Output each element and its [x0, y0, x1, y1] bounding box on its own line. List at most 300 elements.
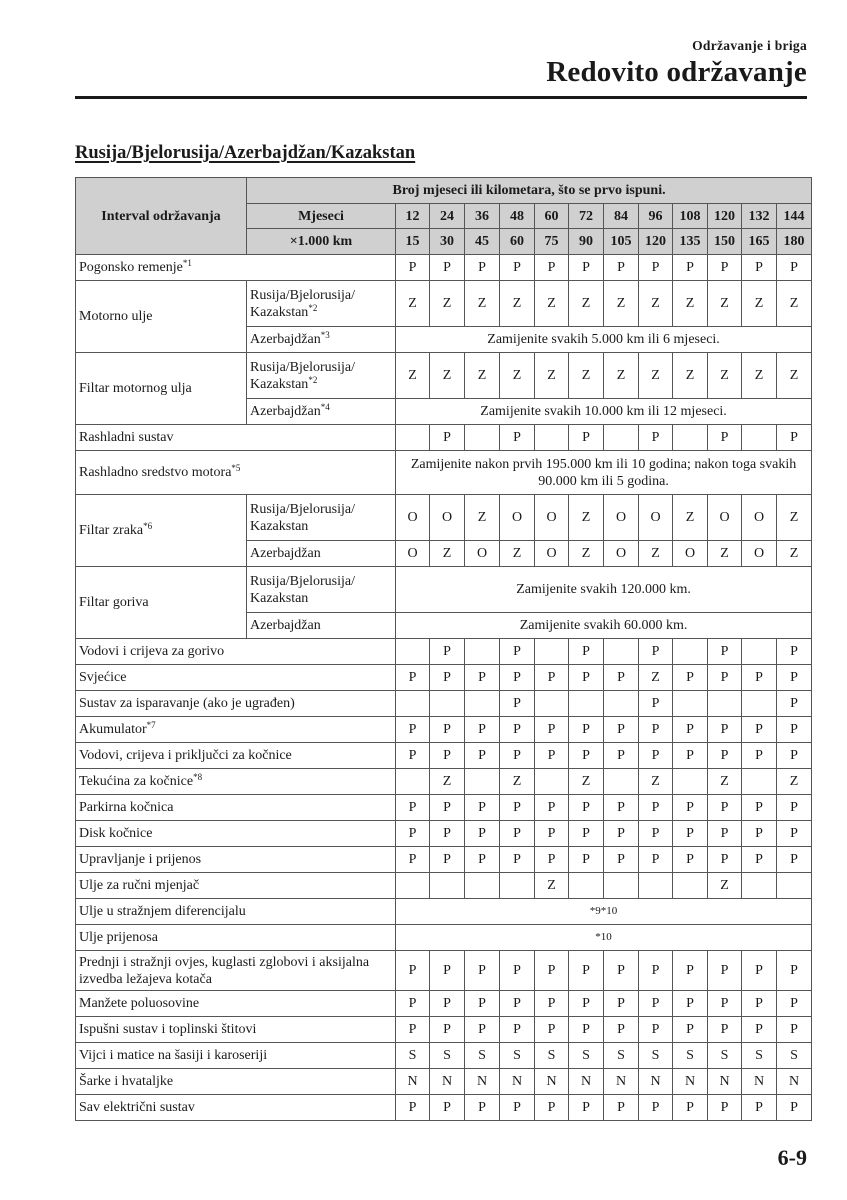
schedule-cell: P [604, 991, 639, 1017]
schedule-cell: P [708, 951, 742, 991]
row-label-text: Ulje za ručni mjenjač [79, 878, 200, 893]
footnote-ref: *2 [308, 374, 318, 385]
schedule-cell: Z [569, 495, 604, 541]
schedule-cell: P [673, 665, 708, 691]
month-header: 60 [535, 204, 569, 229]
schedule-cell: P [742, 795, 777, 821]
row-label-text: Rashladno sredstvo motora [79, 465, 232, 480]
row-label-text: Azerbajdžan [250, 332, 321, 347]
schedule-cell: P [396, 717, 430, 743]
schedule-cell [430, 691, 465, 717]
schedule-cell: Z [742, 281, 777, 327]
row-label-text: Parkirna kočnica [79, 800, 174, 815]
schedule-cell: P [396, 743, 430, 769]
row-label [76, 925, 396, 951]
schedule-cell: P [604, 951, 639, 991]
schedule-cell: P [742, 991, 777, 1017]
schedule-cell: Z [639, 769, 673, 795]
schedule-cell: P [396, 991, 430, 1017]
table-row [76, 255, 812, 281]
table-row [76, 665, 812, 691]
table-row [76, 281, 812, 327]
footnote-note: *10 [396, 925, 812, 951]
schedule-cell: Z [396, 353, 430, 399]
row-label-text: Filtar motornog ulja [79, 381, 192, 396]
month-header: 36 [465, 204, 500, 229]
schedule-cell: Z [430, 541, 465, 567]
schedule-cell: P [430, 795, 465, 821]
schedule-cell: P [777, 795, 812, 821]
schedule-cell: P [569, 743, 604, 769]
schedule-cell: Z [430, 353, 465, 399]
schedule-cell [673, 691, 708, 717]
schedule-cell: P [430, 951, 465, 991]
schedule-cell: S [708, 1043, 742, 1069]
schedule-cell: O [639, 495, 673, 541]
schedule-cell: Z [396, 281, 430, 327]
schedule-cell: P [639, 639, 673, 665]
schedule-cell: P [604, 847, 639, 873]
schedule-cell: O [742, 541, 777, 567]
table-row [76, 769, 812, 795]
schedule-cell: Z [430, 281, 465, 327]
schedule-cell: O [742, 495, 777, 541]
schedule-cell: Z [708, 353, 742, 399]
schedule-cell [396, 873, 430, 899]
schedule-cell: P [430, 743, 465, 769]
schedule-cell: Z [708, 873, 742, 899]
schedule-cell [604, 769, 639, 795]
months-label: Mjeseci [247, 204, 396, 229]
schedule-cell: P [535, 991, 569, 1017]
schedule-cell: N [639, 1069, 673, 1095]
schedule-cell: P [430, 717, 465, 743]
schedule-cell: P [639, 795, 673, 821]
table-row [76, 925, 812, 951]
row-label [76, 255, 396, 281]
schedule-cell: Z [639, 541, 673, 567]
schedule-cell: Z [777, 495, 812, 541]
schedule-cell: P [639, 425, 673, 451]
schedule-cell [742, 425, 777, 451]
schedule-cell: P [500, 425, 535, 451]
schedule-cell: P [430, 425, 465, 451]
schedule-cell [604, 639, 639, 665]
schedule-cell: P [777, 717, 812, 743]
schedule-cell: P [673, 255, 708, 281]
schedule-cell: O [535, 495, 569, 541]
schedule-cell: N [430, 1069, 465, 1095]
schedule-cell: P [569, 1095, 604, 1121]
schedule-cell: Z [708, 541, 742, 567]
schedule-cell [742, 639, 777, 665]
schedule-cell [673, 639, 708, 665]
schedule-cell: P [639, 717, 673, 743]
footnote-note: *9*10 [396, 899, 812, 925]
schedule-cell: P [777, 743, 812, 769]
schedule-cell: P [604, 255, 639, 281]
schedule-cell: P [708, 1095, 742, 1121]
schedule-cell [465, 639, 500, 665]
schedule-cell: P [569, 425, 604, 451]
schedule-cell: P [430, 665, 465, 691]
schedule-cell: O [708, 495, 742, 541]
schedule-cell: P [639, 743, 673, 769]
schedule-cell: P [708, 425, 742, 451]
row-label-text: Rusija/Bjelorusija/ Kazakstan [250, 501, 355, 534]
schedule-cell: P [465, 665, 500, 691]
schedule-cell: P [430, 991, 465, 1017]
km-header: 75 [535, 229, 569, 255]
schedule-cell: P [500, 821, 535, 847]
schedule-cell: P [777, 821, 812, 847]
schedule-cell: P [500, 691, 535, 717]
schedule-cell [465, 873, 500, 899]
schedule-cell: S [465, 1043, 500, 1069]
schedule-cell [742, 873, 777, 899]
schedule-cell: P [777, 665, 812, 691]
schedule-cell: P [708, 847, 742, 873]
schedule-cell [396, 769, 430, 795]
schedule-cell: P [777, 425, 812, 451]
schedule-cell: S [777, 1043, 812, 1069]
schedule-cell: Z [639, 353, 673, 399]
table-row [76, 425, 812, 451]
schedule-cell: S [535, 1043, 569, 1069]
schedule-cell: P [465, 255, 500, 281]
row-label-text: Vijci i matice na šasiji i karoseriji [79, 1048, 268, 1063]
schedule-cell: O [673, 541, 708, 567]
schedule-cell: P [500, 743, 535, 769]
schedule-cell [673, 873, 708, 899]
km-header: 105 [604, 229, 639, 255]
row-label-text: Vodovi i crijeva za gorivo [79, 644, 225, 659]
schedule-cell: P [430, 821, 465, 847]
schedule-cell: P [535, 717, 569, 743]
schedule-cell: N [569, 1069, 604, 1095]
span-text: Zamijenite svakih 5.000 km ili 6 mjeseci. [396, 327, 812, 353]
region-heading: Rusija/Bjelorusija/Azerbajdžan/Kazakstan [75, 143, 416, 163]
schedule-cell: P [673, 1095, 708, 1121]
table-row [76, 1069, 812, 1095]
schedule-cell: P [465, 795, 500, 821]
schedule-cell [639, 873, 673, 899]
schedule-cell: S [396, 1043, 430, 1069]
schedule-cell: Z [673, 281, 708, 327]
schedule-cell: S [639, 1043, 673, 1069]
footnote-ref: *7 [146, 720, 156, 730]
row-label [76, 495, 247, 567]
schedule-cell [396, 691, 430, 717]
schedule-cell: N [777, 1069, 812, 1095]
schedule-cell: P [465, 1017, 500, 1043]
schedule-cell: P [465, 951, 500, 991]
row-label [76, 847, 396, 873]
row-label-text: Ulje u stražnjem diferencijalu [79, 904, 246, 919]
schedule-cell: Z [777, 353, 812, 399]
schedule-cell: P [430, 639, 465, 665]
table-row [76, 353, 812, 399]
schedule-cell: O [535, 541, 569, 567]
schedule-cell: P [777, 1017, 812, 1043]
schedule-cell: P [535, 1095, 569, 1121]
schedule-cell: P [742, 1017, 777, 1043]
footnote-ref: *1 [182, 258, 192, 268]
month-header: 48 [500, 204, 535, 229]
schedule-cell [430, 873, 465, 899]
schedule-cell: P [742, 743, 777, 769]
schedule-cell: P [604, 743, 639, 769]
schedule-cell: P [639, 691, 673, 717]
schedule-cell: P [777, 639, 812, 665]
schedule-cell [500, 873, 535, 899]
schedule-cell: Z [708, 769, 742, 795]
schedule-cell: P [500, 991, 535, 1017]
schedule-cell: P [604, 795, 639, 821]
section-title: Održavanje i briga [692, 38, 807, 53]
schedule-cell [535, 769, 569, 795]
schedule-cell: P [742, 717, 777, 743]
row-label-text: Manžete poluosovine [79, 996, 200, 1011]
schedule-cell: P [604, 717, 639, 743]
table-row [76, 1095, 812, 1121]
schedule-cell: P [708, 255, 742, 281]
row-label [76, 899, 396, 925]
schedule-cell: O [604, 495, 639, 541]
footnote-ref: *2 [308, 302, 318, 313]
schedule-cell: P [742, 665, 777, 691]
table-row [76, 795, 812, 821]
schedule-cell: P [500, 717, 535, 743]
schedule-cell [604, 873, 639, 899]
schedule-cell: P [535, 255, 569, 281]
table-row [76, 873, 812, 899]
row-label [76, 873, 396, 899]
schedule-cell: P [396, 795, 430, 821]
schedule-cell [569, 691, 604, 717]
schedule-cell [742, 769, 777, 795]
month-header: 96 [639, 204, 673, 229]
row-label [76, 743, 396, 769]
schedule-cell: P [535, 951, 569, 991]
row-label-text: Šarke i hvataljke [79, 1074, 174, 1089]
schedule-cell: P [500, 951, 535, 991]
schedule-cell: P [500, 847, 535, 873]
schedule-cell: P [742, 1095, 777, 1121]
schedule-cell: N [673, 1069, 708, 1095]
schedule-cell: Z [465, 281, 500, 327]
schedule-cell: P [673, 795, 708, 821]
schedule-cell: Z [777, 541, 812, 567]
schedule-cell: P [500, 1017, 535, 1043]
schedule-cell [604, 425, 639, 451]
table-row [76, 991, 812, 1017]
schedule-cell: P [604, 1017, 639, 1043]
row-label-text: Upravljanje i prijenos [79, 852, 202, 867]
schedule-cell [777, 873, 812, 899]
schedule-cell: Z [639, 665, 673, 691]
schedule-cell: S [673, 1043, 708, 1069]
schedule-cell: P [569, 847, 604, 873]
month-header: 24 [430, 204, 465, 229]
schedule-cell: P [708, 991, 742, 1017]
schedule-cell: P [777, 255, 812, 281]
schedule-cell: P [465, 1095, 500, 1121]
schedule-cell: P [569, 639, 604, 665]
schedule-cell: P [396, 255, 430, 281]
row-label-text: Sustav za isparavanje (ako je ugrađen) [79, 696, 295, 711]
row-label [76, 451, 396, 495]
schedule-cell: P [430, 847, 465, 873]
schedule-cell: Z [569, 281, 604, 327]
row-label [76, 691, 396, 717]
schedule-cell: Z [500, 769, 535, 795]
schedule-cell: P [500, 639, 535, 665]
row-label-text: Azerbajdžan [250, 404, 321, 419]
schedule-cell: P [500, 255, 535, 281]
schedule-cell: P [396, 1017, 430, 1043]
schedule-cell: P [569, 821, 604, 847]
schedule-cell: P [396, 847, 430, 873]
schedule-cell: O [500, 495, 535, 541]
schedule-cell: S [569, 1043, 604, 1069]
schedule-cell: Z [465, 495, 500, 541]
row-label-text: Ispušni sustav i toplinski štitovi [79, 1022, 257, 1037]
schedule-cell: O [396, 541, 430, 567]
row-label [76, 1017, 396, 1043]
sub-label [247, 541, 396, 567]
schedule-cell: P [535, 847, 569, 873]
schedule-cell: P [430, 1017, 465, 1043]
schedule-cell: P [569, 991, 604, 1017]
schedule-cell: O [604, 541, 639, 567]
schedule-cell: P [465, 821, 500, 847]
row-label [76, 639, 396, 665]
schedule-cell: P [708, 717, 742, 743]
schedule-cell: P [569, 951, 604, 991]
month-header: 120 [708, 204, 742, 229]
schedule-cell: P [604, 665, 639, 691]
schedule-cell: P [673, 951, 708, 991]
schedule-cell: P [639, 991, 673, 1017]
schedule-cell: P [673, 743, 708, 769]
schedule-cell: P [673, 991, 708, 1017]
row-label [76, 281, 247, 353]
schedule-cell [535, 639, 569, 665]
km-header: 15 [396, 229, 430, 255]
footnote-ref: *8 [193, 772, 203, 782]
schedule-cell: Z [535, 873, 569, 899]
table-row [76, 691, 812, 717]
schedule-cell: P [569, 717, 604, 743]
month-header: 108 [673, 204, 708, 229]
schedule-cell: P [708, 821, 742, 847]
table-row [76, 743, 812, 769]
row-label-text: Azerbajdžan [250, 546, 321, 561]
month-header: 144 [777, 204, 812, 229]
schedule-cell: P [742, 951, 777, 991]
schedule-cell: P [777, 847, 812, 873]
schedule-cell: P [535, 1017, 569, 1043]
schedule-cell [673, 425, 708, 451]
schedule-cell: P [604, 821, 639, 847]
row-label [76, 567, 247, 639]
schedule-cell: P [639, 847, 673, 873]
schedule-cell: Z [708, 281, 742, 327]
row-label [76, 353, 247, 425]
schedule-cell [465, 425, 500, 451]
schedule-cell [465, 691, 500, 717]
schedule-cell: P [569, 255, 604, 281]
schedule-cell: P [673, 847, 708, 873]
schedule-cell: Z [777, 769, 812, 795]
schedule-cell: Z [604, 353, 639, 399]
table-row [76, 567, 812, 613]
km-header: 120 [639, 229, 673, 255]
schedule-cell: O [396, 495, 430, 541]
schedule-cell: Z [639, 281, 673, 327]
sub-label [247, 353, 396, 399]
schedule-cell: P [465, 717, 500, 743]
schedule-cell [396, 425, 430, 451]
row-label [76, 951, 396, 991]
schedule-cell: N [708, 1069, 742, 1095]
km-header: 150 [708, 229, 742, 255]
sub-label [247, 495, 396, 541]
schedule-cell: P [708, 639, 742, 665]
schedule-cell: P [465, 991, 500, 1017]
schedule-cell: P [535, 665, 569, 691]
row-label-text: Akumulator [79, 722, 147, 737]
row-label [76, 991, 396, 1017]
schedule-cell: P [777, 991, 812, 1017]
km-header: 30 [430, 229, 465, 255]
row-label-text: Motorno ulje [79, 309, 153, 324]
month-header: 72 [569, 204, 604, 229]
schedule-cell [396, 639, 430, 665]
row-label-text: Svjećice [79, 670, 127, 685]
schedule-cell: N [535, 1069, 569, 1095]
schedule-cell: P [569, 795, 604, 821]
header-rule [75, 96, 807, 99]
maintenance-table [75, 177, 812, 1121]
table-row [76, 847, 812, 873]
schedule-cell: Z [604, 281, 639, 327]
schedule-cell: P [673, 717, 708, 743]
row-label [76, 425, 396, 451]
schedule-cell [535, 691, 569, 717]
schedule-cell: P [430, 1095, 465, 1121]
schedule-cell: P [639, 821, 673, 847]
sub-label [247, 281, 396, 327]
schedule-cell: Z [742, 353, 777, 399]
schedule-cell: P [742, 821, 777, 847]
schedule-cell [465, 769, 500, 795]
schedule-cell: Z [500, 281, 535, 327]
row-label-text: Rusija/Bjelorusija/ Kazakstan [250, 359, 355, 392]
schedule-cell: P [535, 795, 569, 821]
sub-label [247, 567, 396, 613]
schedule-cell: O [465, 541, 500, 567]
schedule-cell: P [396, 665, 430, 691]
schedule-cell [673, 769, 708, 795]
schedule-cell [708, 691, 742, 717]
schedule-cell: S [500, 1043, 535, 1069]
schedule-cell: P [500, 795, 535, 821]
sub-label [247, 613, 396, 639]
table-row [76, 1017, 812, 1043]
schedule-cell: P [535, 743, 569, 769]
